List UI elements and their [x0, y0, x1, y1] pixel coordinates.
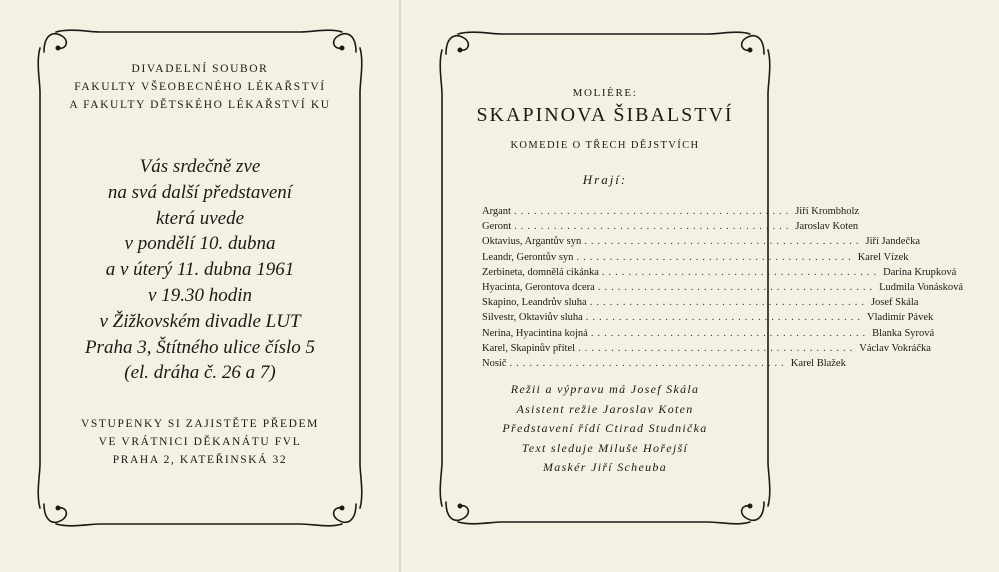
invitation-line: v Žižkovském divadle LUT — [99, 310, 301, 332]
invitation-line: v pondělí 10. dubna — [124, 233, 276, 255]
credit-line: Představení řídí Ctirad Studnička — [502, 421, 708, 435]
cast-row — [482, 341, 931, 356]
cast-role: Oktavius, Argantův syn — [482, 236, 582, 248]
ticket-line: PRAHA 2, KATEŘINSKÁ 32 — [112, 454, 288, 466]
leader-dots: .......................................... — [584, 236, 863, 248]
cast-role: Argant — [482, 206, 511, 217]
cast-row — [482, 310, 934, 325]
cast-actor: Jiří Krombholz — [795, 206, 860, 217]
invitation-line: Vás srdečně zve — [139, 156, 261, 177]
cast-role: Nerina, Hyacintina kojná — [482, 327, 588, 339]
cast-row — [482, 204, 860, 219]
cast-actor: Vladimír Pávek — [867, 312, 934, 324]
leader-dots: .......................................... — [585, 312, 865, 324]
cast-actor: Jaroslav Koten — [795, 221, 859, 233]
society-header — [30, 60, 370, 114]
cast-row — [482, 295, 919, 310]
credit-line: Režii a výpravu má Josef Skála — [510, 382, 700, 396]
cast-actor: Darina Krupková — [883, 266, 957, 278]
play-title: SKAPINOVA ŠIBALSTVÍ — [476, 104, 734, 126]
credit-line: Text sleduje Miluše Hořejší — [521, 440, 689, 455]
cast-role: Nosič — [482, 357, 507, 369]
credit-line: Asistent režie Jaroslav Koten — [516, 401, 694, 416]
cast-row — [482, 326, 935, 341]
invitation-line: Praha 3, Štítného ulice číslo 5 — [84, 336, 316, 358]
cast-list — [482, 204, 963, 371]
right-panel — [432, 24, 963, 532]
author: MOLIÈRE: — [572, 87, 638, 99]
cast-heading: Hrají: — [582, 172, 628, 187]
invitation-line: (el. dráha č. 26 a 7) — [124, 362, 276, 384]
cast-actor: Karel Vízek — [857, 251, 909, 263]
cast-actor: Karel Blažek — [790, 357, 846, 369]
left-panel — [30, 22, 370, 534]
credit-line: Maskér Jiří Scheuba — [542, 460, 667, 474]
invitation-line: v 19.30 hodin — [148, 284, 252, 306]
cast-role: Hyacinta, Gerontova dcera — [482, 281, 595, 293]
cast-role: Zerbineta, domnělá cikánka — [482, 266, 599, 278]
leader-dots: .......................................... — [576, 251, 855, 263]
leader-dots: .......................................... — [589, 297, 868, 309]
leader-dots: .......................................... — [597, 281, 877, 293]
cast-row — [482, 250, 909, 265]
production-credits — [432, 380, 778, 478]
cast-role: Karel, Skapinův přítel — [482, 342, 576, 354]
cast-actor: Josef Skála — [870, 297, 919, 309]
ticket-line: VSTUPENKY SI ZAJISTĚTE PŘEDEM — [81, 418, 319, 430]
cast-actor: Blanka Syrová — [872, 327, 935, 339]
leader-dots: .......................................... — [513, 206, 793, 217]
cast-role: Skapino, Leandrův sluha — [482, 297, 587, 309]
cast-row — [482, 219, 859, 234]
leader-dots: .......................................... — [509, 357, 788, 369]
invitation-line: na svá další představení — [107, 181, 293, 203]
center-fold — [399, 0, 401, 572]
ticket-line: VE VRÁTNICI DĚKANÁTU FVL — [98, 436, 302, 448]
invitation-line: a v úterý 11. dubna 1961 — [105, 259, 295, 281]
cast-role: Leandr, Gerontův syn — [482, 251, 574, 263]
cast-role: Geront — [482, 221, 512, 233]
cast-row — [482, 234, 921, 249]
ticket-info — [30, 415, 370, 469]
leader-dots: .......................................... — [578, 342, 857, 354]
invitation-text — [30, 154, 370, 386]
header-line: DIVADELNÍ SOUBOR — [131, 63, 269, 75]
cast-row — [482, 265, 957, 280]
cast-row — [482, 280, 963, 295]
cast-actor: Václav Vokráčka — [859, 342, 931, 354]
cast-actor: Ludmila Vonásková — [879, 281, 963, 293]
leader-dots: .......................................... — [514, 221, 793, 233]
header-line: FAKULTY VŠEOBECNÉHO LÉKAŘSTVÍ — [74, 81, 326, 93]
invitation-line: která uvede — [155, 207, 245, 229]
play-subtitle: KOMEDIE O TŘECH DĚJSTVÍCH — [510, 140, 700, 151]
leader-dots: .......................................... — [601, 266, 881, 278]
leader-dots: .......................................... — [590, 327, 870, 339]
cast-role: Silvestr, Oktaviův sluha — [482, 312, 583, 324]
cast-row — [482, 356, 846, 371]
cast-actor: Jiří Jandečka — [865, 236, 921, 248]
header-line: A FAKULTY DĚTSKÉHO LÉKAŘSTVÍ KU — [69, 99, 331, 111]
